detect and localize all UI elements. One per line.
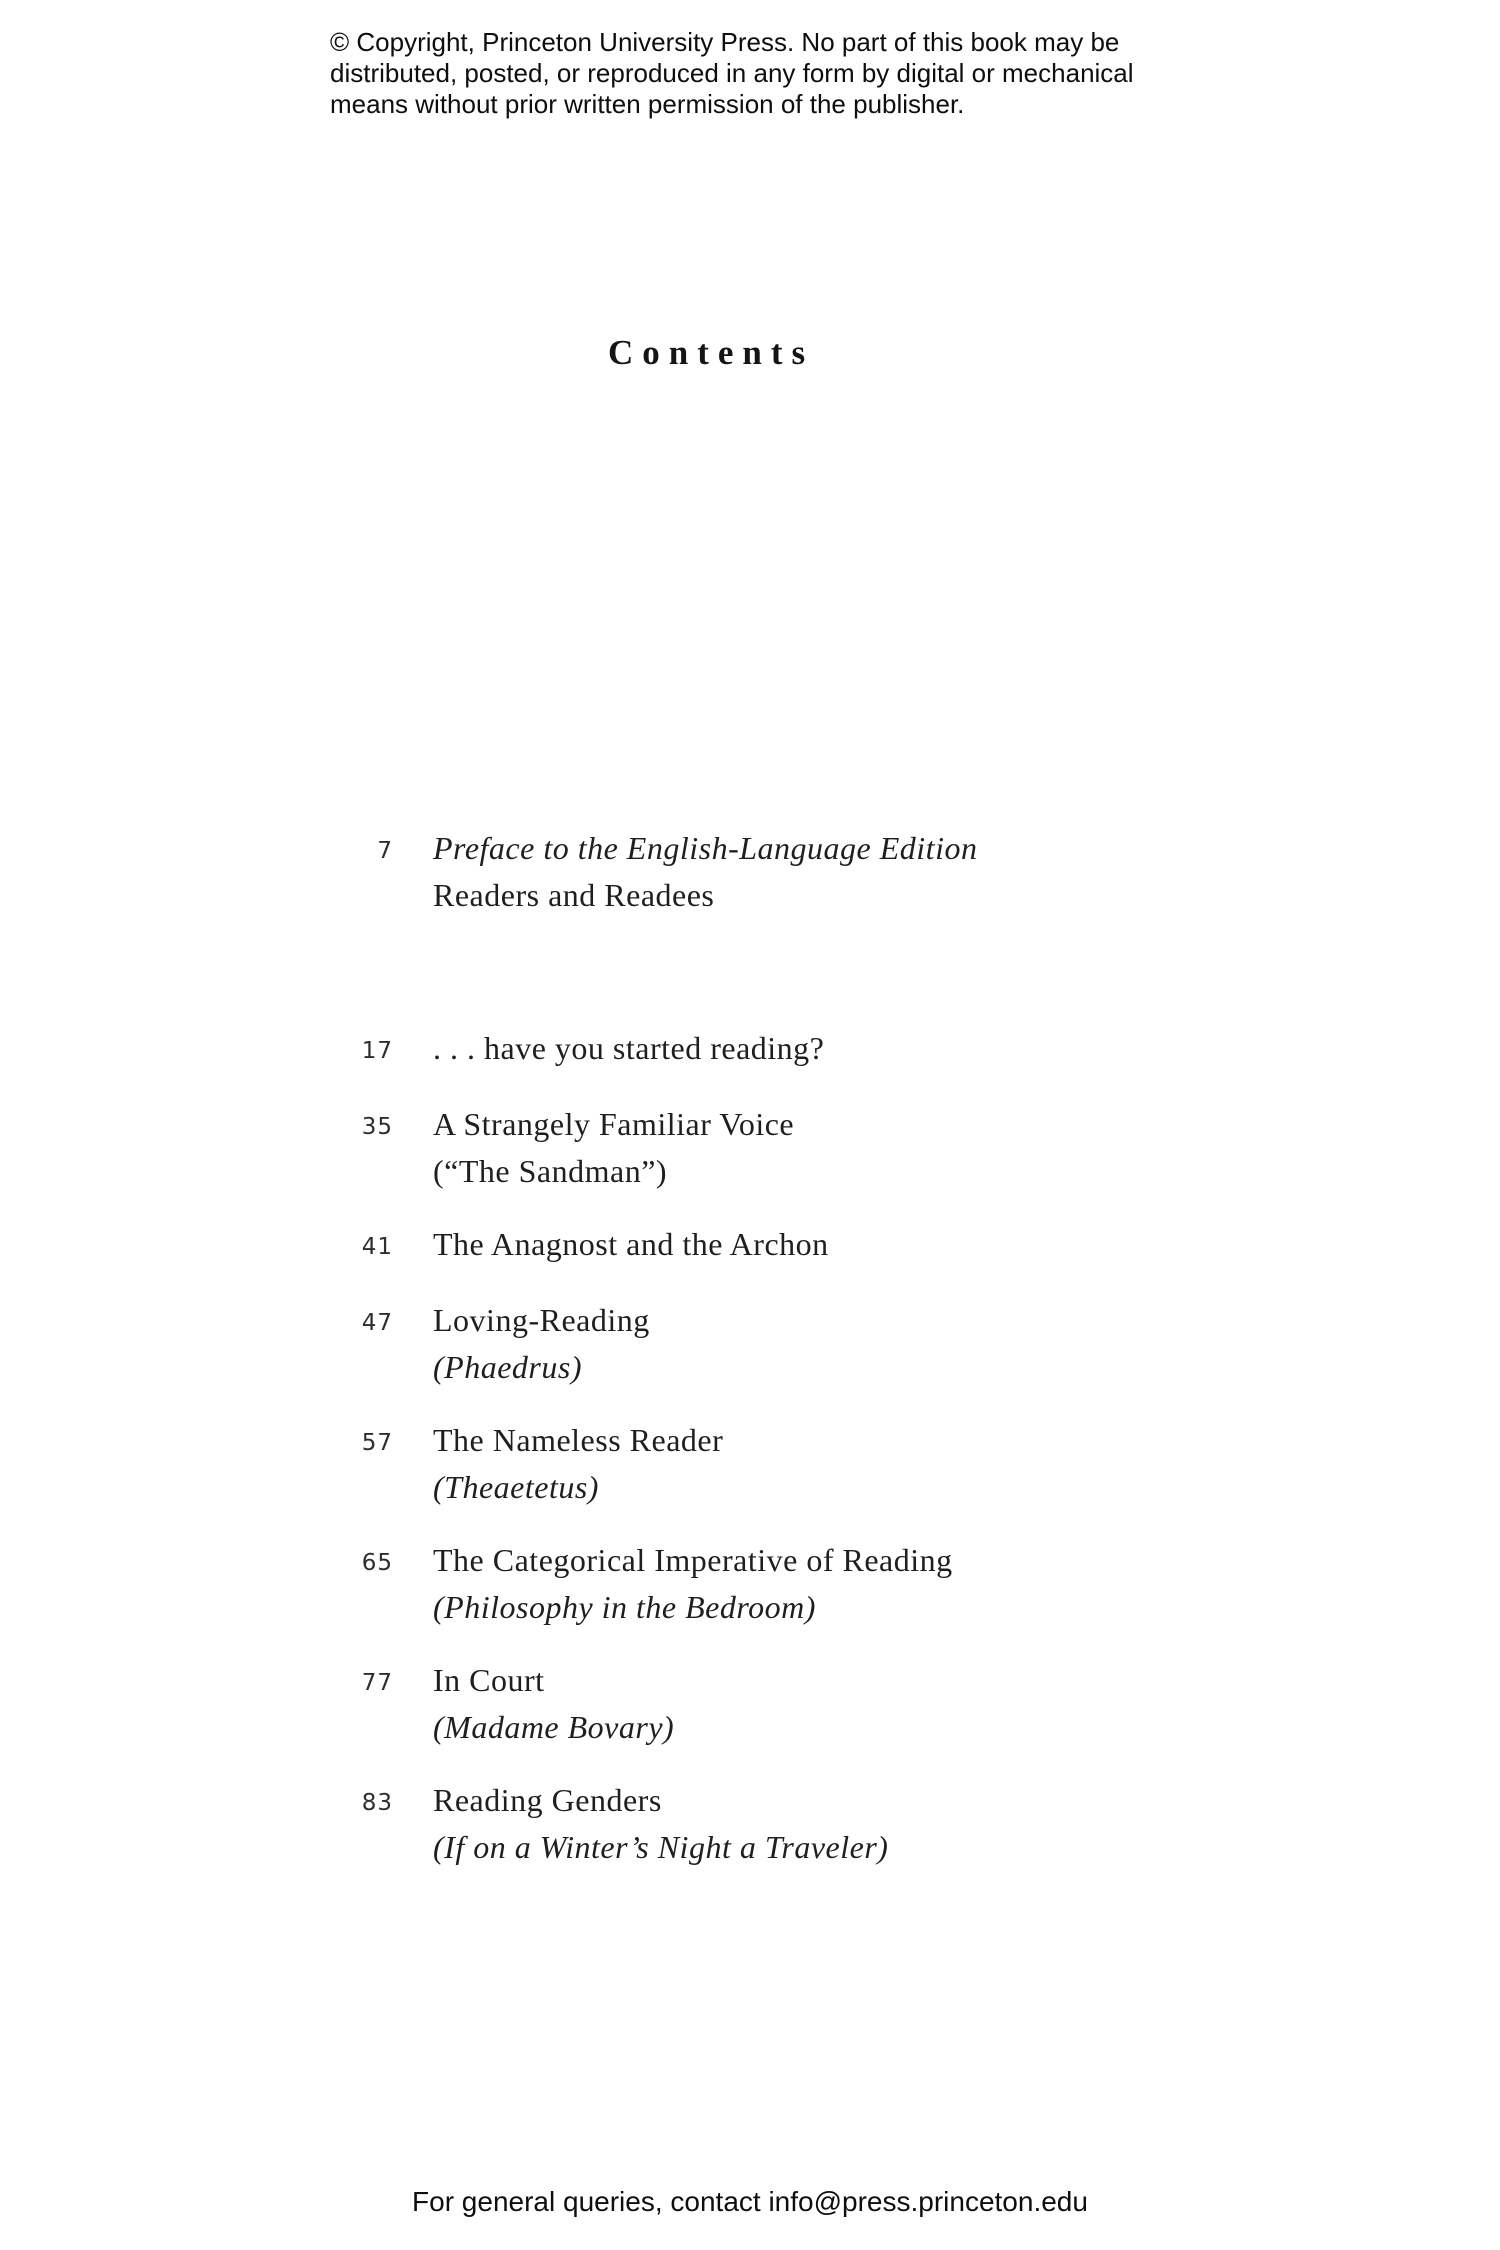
page-title: Contents: [608, 333, 815, 372]
toc-entry-in-court: [355, 1657, 1155, 1751]
toc-page-number: 57: [361, 1430, 393, 1456]
toc-page-number: 47: [361, 1310, 393, 1336]
copyright-line: means without prior written permission of the publisher.: [330, 89, 965, 119]
toc-entry-title: A Strangely Familiar Voice: [433, 1106, 795, 1142]
copyright-notice: [330, 27, 1134, 120]
copyright-line: distributed, posted, or reproduced in any form by digital or mechanical: [330, 58, 1134, 88]
toc-page-number: 77: [361, 1670, 393, 1696]
toc-entry-subtitle: (“The Sandman”): [433, 1153, 668, 1189]
toc-entry-title: The Nameless Reader: [433, 1422, 724, 1458]
toc-page-number: 83: [361, 1790, 393, 1816]
toc-entry-nameless-reader: [355, 1417, 1155, 1511]
toc-entry-title: The Categorical Imperative of Reading: [433, 1542, 953, 1578]
toc-page-number: 35: [361, 1114, 393, 1140]
toc-entry-text: [433, 1537, 1155, 1631]
toc-entry-text: [433, 1657, 1155, 1751]
toc-entry-subtitle: Readers and Readees: [433, 877, 715, 913]
toc-entry-text: [433, 1221, 1155, 1271]
toc-entry-loving-reading: [355, 1297, 1155, 1391]
toc-entry-title: Preface to the English-Language Edition: [433, 830, 978, 866]
toc-entry-title: The Anagnost and the Archon: [433, 1226, 829, 1262]
toc-entry-text: [433, 1777, 1155, 1871]
toc-entry-reading-genders: [355, 1777, 1155, 1871]
toc-page-number: 7: [377, 838, 393, 864]
toc-entry-text: [433, 1297, 1155, 1391]
toc-entry-text: [433, 1025, 1155, 1075]
toc-entry-preface: [355, 825, 1155, 919]
toc-entry-text: [433, 1101, 1155, 1195]
toc-entry-title: In Court: [433, 1662, 545, 1698]
toc-entry-categorical-imperative: [355, 1537, 1155, 1631]
toc-entry-anagnost-and-archon: [355, 1221, 1155, 1271]
toc-entry-have-you-started-reading: [355, 1025, 1155, 1075]
toc-entry-text: [433, 825, 1155, 919]
footer-contact-note: For general queries, contact info@press.princeton.edu: [412, 2186, 1088, 2217]
toc-page-number: 41: [361, 1234, 393, 1260]
copyright-line: © Copyright, Princeton University Press. No part of this book may be: [330, 27, 1120, 57]
toc-entry-subtitle: (Madame Bovary): [433, 1709, 675, 1745]
toc-entry-subtitle: (If on a Winter’s Night a Traveler): [433, 1829, 889, 1865]
toc-entry-title: Reading Genders: [433, 1782, 662, 1818]
toc-entry-title: . . . have you started reading?: [433, 1030, 825, 1066]
toc-entry-subtitle: (Philosophy in the Bedroom): [433, 1589, 816, 1625]
toc-page-number: 65: [361, 1550, 393, 1576]
toc-page-number: 17: [361, 1038, 393, 1064]
table-of-contents: [355, 825, 1155, 1897]
toc-entry-text: [433, 1417, 1155, 1511]
toc-entry-title: Loving-Reading: [433, 1302, 650, 1338]
toc-entry-strangely-familiar-voice: [355, 1101, 1155, 1195]
toc-entry-subtitle: (Theaetetus): [433, 1469, 599, 1505]
toc-entry-subtitle: (Phaedrus): [433, 1349, 582, 1385]
